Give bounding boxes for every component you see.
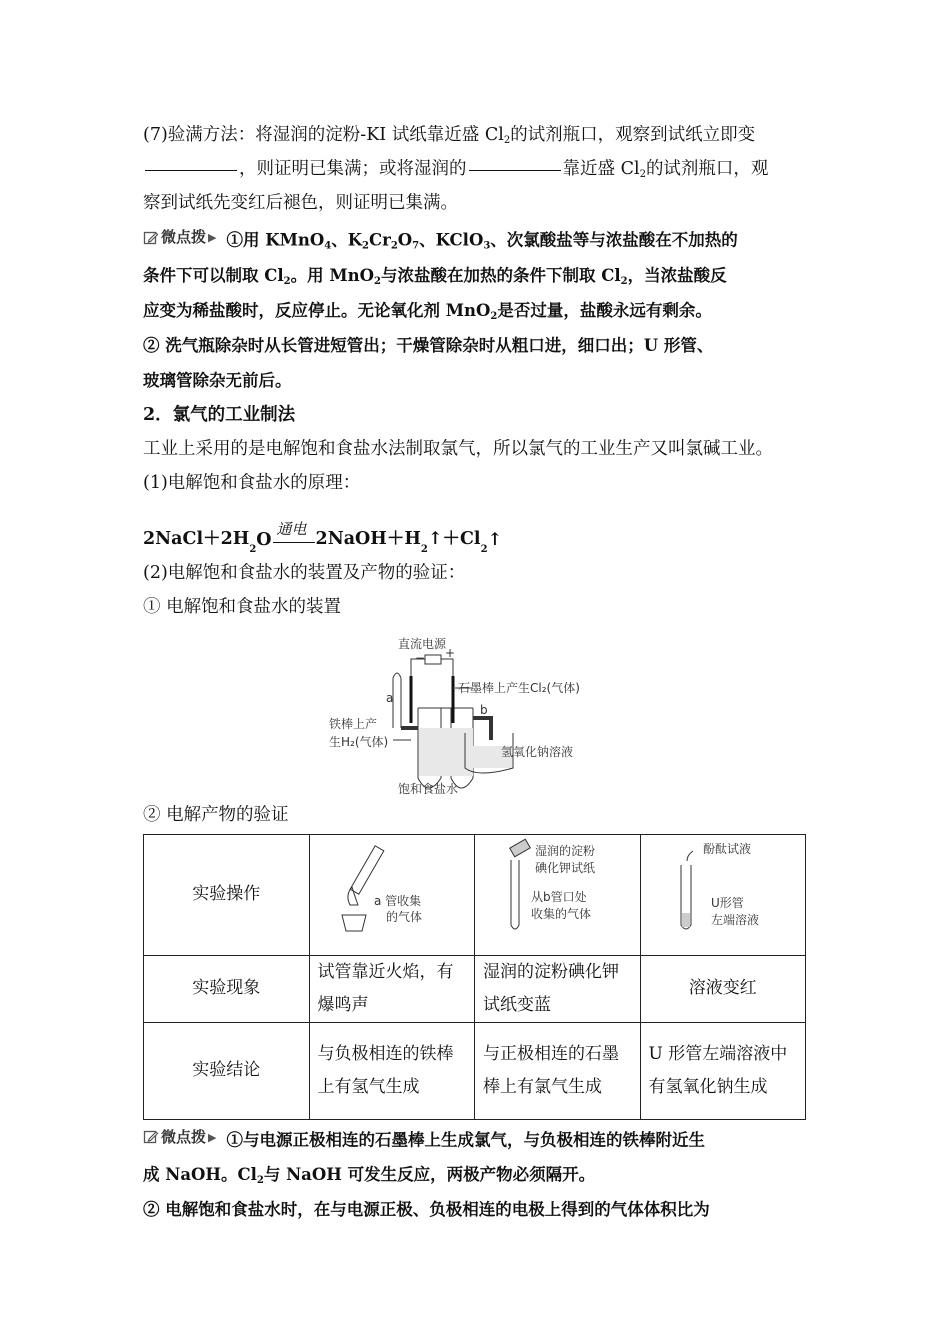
note-block-2: 微点拨 ▶ ①与电源正极相连的石墨棒上生成氯气，与负极相连的铁棒附近生 成 NaOH。$Cl_2$与 NaOH 可发生反应，两极产物必须隔开。 ② 电解饱和食盐水时，在与电源正极、负极相连的电极上得到的气体体积比为 [143,1120,808,1228]
svg-text:+: + [445,645,456,660]
note-block-1: 微点拨 ▶ ①用 KMnO$_4$、$K_2Cr_2O_7$、KClO$_3$、次氯酸盐等与浓盐酸在不加热的 条件下可以制取 $Cl_2$。用 MnO$_2$与浓盐酸在加热的条件下制取 $Cl_2$，当浓盐酸反 应变为稀盐酸时，反应停止。无论氧化剂 MnO$_2$是否过量，盐酸永远有剩余。 ② 洗气瓶除杂时从长管进短管出；干燥管除杂时从粗口进，细口出；U 形管、 玻璃管除杂无前后。 [143,220,808,398]
svg-text:的气体: 的气体 [385,909,422,924]
apparatus-diagram [143,628,808,798]
hydrogen-test-illustration [310,835,474,943]
graphite-label: 石墨棒上产生Cl₂(气体) [458,680,580,695]
row-header-conclusion: 实验结论 [144,1022,310,1119]
naoh-label: 氢氧化钠溶液 [501,744,574,759]
iron-label-1: 铁棒上产 [329,716,378,731]
phenolphthalein-test-illustration [641,835,805,943]
phenomenon-cell: 溶液变红 [640,955,806,1022]
edit-icon [143,1129,159,1145]
section7-paragraph: (7)验满方法：将湿润的淀粉-KI 试纸靠近盛 $Cl_2$的试剂瓶口，观察到试纸立即变 ，则证明已集满；或将湿润的 靠近盛 $Cl_2$的试剂瓶口，观 察到试纸先变红后褪色，则证明已集满。 [143,125,769,213]
operation-image-1 [309,834,475,955]
principle-title: (1)电解饱和食盐水的原理： [143,472,361,493]
iron-label-2: 生H₂(气体) [329,734,389,749]
svg-text:酚酞试液: 酚酞试液 [702,841,751,856]
phenomenon-cell: 湿润的淀粉碘化钾试纸变蓝 [475,955,641,1022]
svg-text:左端溶液: 左端溶液 [710,912,759,927]
document-page [143,118,808,1227]
operation-image-2 [475,834,641,955]
table-row [144,834,806,955]
verification-table [143,834,806,1120]
svg-text:从b管口处: 从b管口处 [531,889,587,904]
note-tag: 微点拨 ▶ [143,1120,216,1155]
reaction-condition: 通电 [273,520,315,550]
section2-title: 2．氯气的工业制法 [143,404,296,425]
row-header-phenomenon: 实验现象 [144,955,310,1022]
conclusion-cell: 与负极相连的铁棒上有氢气生成 [309,1022,475,1119]
conclusion-cell: U 形管左端溶液中有氢氧化钠生成 [640,1022,806,1119]
svg-text:U形管: U形管 [710,895,744,910]
conclusion-cell: 与正极相连的石墨棒上有氯气生成 [475,1022,641,1119]
device-subtitle: ① 电解饱和食盐水的装置 [143,596,342,617]
svg-text:a 管收集: a 管收集 [373,893,421,908]
electrolysis-apparatus-figure [143,628,808,798]
chlorine-test-illustration [475,835,639,943]
svg-text:收集的气体: 收集的气体 [531,906,592,921]
phenomenon-cell: 试管靠近火焰，有爆鸣声 [309,955,475,1022]
note-tag: 微点拨 ▶ [143,220,216,255]
device-title: (2)电解饱和食盐水的装置及产物的验证： [143,562,466,583]
svg-text:碘化钾试纸: 碘化钾试纸 [535,860,596,875]
svg-text:−: − [415,650,426,665]
edit-icon [143,230,159,246]
verify-title: ② 电解产物的验证 [143,804,289,825]
table-row [144,1022,806,1119]
section2-text: 工业上采用的是电解饱和食盐水法制取氯气，所以氯气的工业生产又叫氯碱工业。 [143,438,773,459]
operation-image-3 [640,834,806,955]
row-header-operation: 实验操作 [144,834,310,955]
power-source [425,655,441,664]
table-row [144,955,806,1022]
answer-blank-1 [145,169,237,171]
triangle-icon: ▶ [208,231,217,244]
answer-blank-2 [469,169,561,171]
svg-text:b: b [480,702,488,717]
svg-text:a: a [386,690,394,705]
power-label: 直流电源 [398,636,447,651]
triangle-icon: ▶ [208,1130,217,1144]
electrolysis-equation: 2NaCl＋2H 2 O 通电 2NaOH＋H 2 ↑＋Cl 2 ↑ [143,519,503,555]
svg-text:湿润的淀粉: 湿润的淀粉 [535,843,596,858]
brine-label: 饱和食盐水 [398,781,459,796]
